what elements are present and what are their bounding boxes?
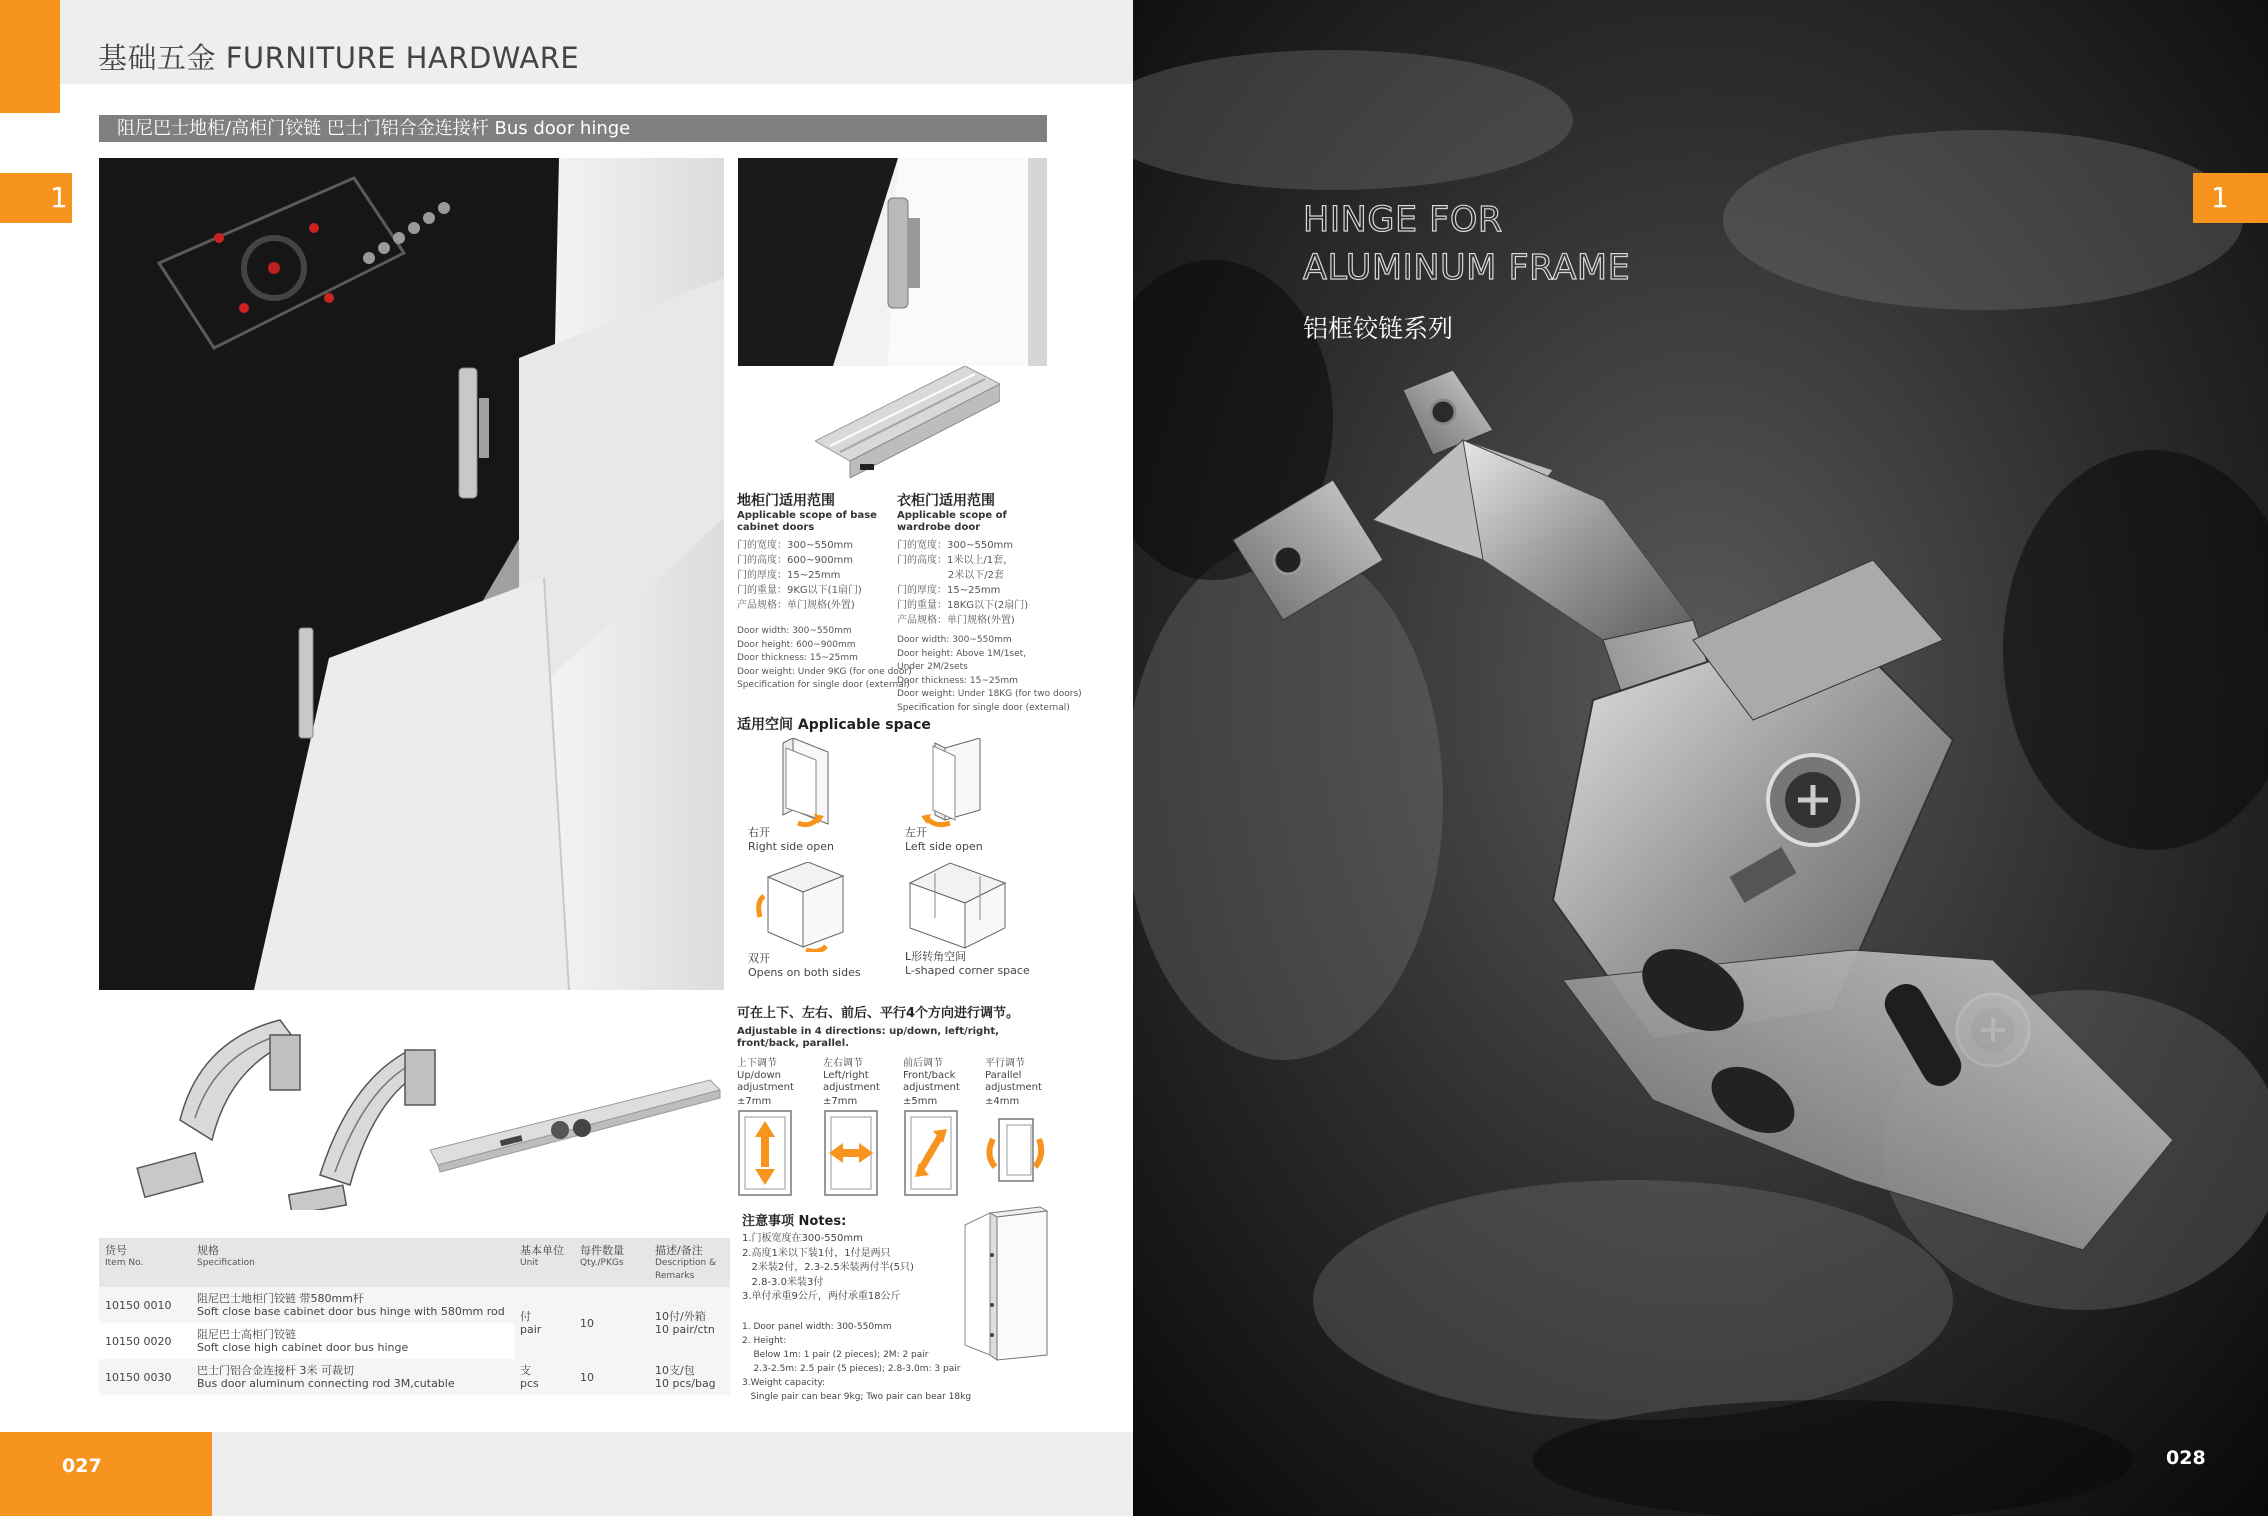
wardrobe-scope-title-en: Applicable scope of wardrobe door: [897, 510, 1007, 533]
cell-spec: [191, 1359, 514, 1395]
adjust-label-en: Front/back adjustment: [903, 1070, 960, 1093]
spec-en: Soft close high cabinet door bus hinge: [197, 1341, 409, 1354]
hero-subtitle: 铝框铰链系列: [1303, 314, 1454, 343]
parallel-arrow-icon: [985, 1109, 1045, 1199]
space-label-en: Right side open: [748, 840, 834, 853]
spec-line-en: Door thickness: 15~25mm: [897, 675, 1018, 686]
left-open-diagram-icon: [905, 738, 995, 828]
space-left-open: [905, 738, 1065, 856]
col-item-no: [99, 1238, 191, 1287]
wardrobe-door-scope: [897, 490, 1082, 715]
spec-cn: 阻尼巴士地柜门铰链 带580mm杆: [197, 1292, 364, 1305]
page-heading: 基础五金 FURNITURE HARDWARE: [98, 41, 580, 75]
spec-line-en: Door height: 600~900mm: [737, 639, 856, 650]
adjust-label-en: Up/down adjustment: [737, 1070, 794, 1093]
note-line-en: Below 1m: 1 pair (2 pieces); 2M: 2 pair: [742, 1350, 929, 1360]
note-line-en: 1. Door panel width: 300-550mm: [742, 1322, 892, 1332]
adjust-label-cn: 左右调节: [823, 1058, 863, 1069]
spec-line: 产品规格：单门规格(外置): [737, 600, 855, 611]
cell-qty: 10: [574, 1287, 649, 1359]
spec-line: 门的高度：600~900mm: [737, 555, 854, 566]
remark-cn: 10支/包: [655, 1364, 695, 1377]
header-cn: 描述/备注: [655, 1244, 703, 1257]
adjust-value: ±5mm: [903, 1096, 938, 1107]
cell-item-no: 10150 0010: [99, 1287, 191, 1323]
remark-cn: 10付/外箱: [655, 1310, 706, 1323]
space-l-shaped-corner: [905, 858, 1065, 976]
base-cabinet-scope: [737, 490, 912, 693]
table-row: [99, 1359, 730, 1395]
header-en: Specification: [197, 1258, 255, 1268]
table-header-row: [99, 1238, 730, 1287]
spec-cn: 巴士门铝合金连接杆 3米 可裁切: [197, 1364, 354, 1377]
page-number-left: 027: [0, 1432, 212, 1516]
col-unit: [514, 1238, 574, 1287]
page-number-right: 028: [2166, 1447, 2206, 1469]
space-label-cn: 左开: [905, 826, 927, 839]
note-line-en: Single pair can bear 9kg; Two pair can bear 18kg: [742, 1392, 972, 1402]
base-scope-title-en: Applicable scope of base cabinet doors: [737, 510, 877, 533]
product-title-bar: 阻尼巴士地柜/高柜门铰链 巴士门铝合金连接杆 Bus door hinge: [99, 115, 1047, 142]
adjust-up-down: [737, 1058, 817, 1203]
adjust-value: ±7mm: [737, 1096, 772, 1107]
adjust-value: ±4mm: [985, 1096, 1020, 1107]
wardrobe-scope-title-cn: 衣柜门适用范围: [897, 493, 995, 509]
spec-line: 门的重量：18KG以下(2扇门): [897, 600, 1029, 611]
cell-qty: 10: [574, 1359, 649, 1395]
adjust-parallel: [985, 1058, 1065, 1203]
adjust-label-en: Left/right adjustment: [823, 1070, 880, 1093]
adjust-label-cn: 上下调节: [737, 1058, 777, 1069]
space-label-en: Left side open: [905, 840, 983, 853]
unit-cn: 付: [520, 1310, 531, 1323]
space-right-open: [748, 738, 908, 856]
kitchen-cabinet-photo: [99, 158, 724, 990]
note-line-en: 3.Weight capacity:: [742, 1378, 826, 1388]
adjust-label-cn: 平行调节: [985, 1058, 1025, 1069]
notes-title: 注意事项 Notes:: [742, 1214, 847, 1229]
spec-line: 产品规格：单门规格(外置): [897, 615, 1015, 626]
remark-en: 10 pcs/bag: [655, 1377, 716, 1390]
l-corner-diagram-icon: [905, 858, 1015, 952]
notes-cn-list: [742, 1232, 914, 1305]
header-en: Unit: [520, 1258, 539, 1268]
unit-en: pcs: [520, 1377, 539, 1390]
hero-title-line1: HINGE FOR: [1303, 200, 1503, 240]
spec-line-en: Door width: 300~550mm: [737, 626, 852, 636]
space-both-sides: [748, 862, 908, 980]
spec-line-en: Specification for single door (external): [897, 702, 1070, 713]
header-en: Description & Remarks: [655, 1258, 717, 1281]
spec-line: 门的厚度：15~25mm: [737, 570, 841, 581]
spec-en: Soft close base cabinet door bus hinge with 580mm rod: [197, 1305, 505, 1318]
aluminum-rail-photo: [815, 366, 1000, 478]
cabinet-sketch-icon: [955, 1205, 1055, 1365]
spec-line-en: Door height: Above 1M/1set,: [897, 648, 1027, 659]
adjust-front-back: [903, 1058, 983, 1203]
spec-line-en: Door thickness: 15~25mm: [737, 653, 858, 663]
remark-en: 10 pair/ctn: [655, 1323, 715, 1336]
spec-line: 门的高度：1米以上/1套，: [897, 555, 1014, 566]
adjustment-title-en: Adjustable in 4 directions: up/down, left/right, front/back, parallel.: [737, 1026, 999, 1049]
hinge-detail-photo: [738, 158, 1047, 366]
cell-spec: [191, 1287, 514, 1323]
spec-line: 门的宽度：300~550mm: [897, 540, 1014, 551]
note-line: 2.高度1米以下装1付，1付是两只: [742, 1247, 891, 1259]
cell-unit: [514, 1287, 574, 1359]
spec-line: 门的厚度：15~25mm: [897, 585, 1001, 596]
header-en: Qty./PKGs: [580, 1258, 624, 1268]
left-page: [0, 0, 1133, 1516]
spec-line-en: Under 2M/2sets: [897, 662, 968, 672]
spec-cn: 阻尼巴士高柜门铰链: [197, 1328, 296, 1341]
spec-line: 门的宽度：300~550mm: [737, 540, 854, 551]
spec-line-en: Specification for single door (external): [737, 680, 910, 690]
both-sides-diagram-icon: [748, 862, 848, 952]
notes-en-list: [742, 1320, 971, 1404]
applicable-space-title: 适用空间 Applicable space: [737, 717, 931, 733]
product-spec-table: [99, 1238, 730, 1395]
adjust-label-en: Parallel adjustment: [985, 1070, 1042, 1093]
corner-tab: [0, 0, 60, 113]
spec-line-en: Door weight: Under 9KG (for one door): [737, 666, 912, 677]
header-en: Item No.: [105, 1258, 144, 1268]
col-remarks: [649, 1238, 730, 1287]
space-label-en: Opens on both sides: [748, 966, 861, 979]
spec-line-en: Door width: 300~550mm: [897, 635, 1012, 645]
space-label-en: L-shaped corner space: [905, 964, 1030, 977]
col-qty: [574, 1238, 649, 1287]
cabinet-sketch: [955, 1205, 1055, 1369]
cell-item-no: 10150 0020: [105, 1334, 172, 1348]
note-line: 3.单付承重9公斤，两付承重18公斤: [742, 1291, 901, 1302]
right-open-diagram-icon: [748, 738, 838, 828]
adjust-label-cn: 前后调节: [903, 1058, 943, 1069]
col-specification: [191, 1238, 514, 1287]
cell-unit: [514, 1359, 574, 1395]
space-label-cn: 右开: [748, 826, 770, 839]
adjust-left-right: [823, 1058, 903, 1203]
cell-spec: [191, 1323, 514, 1359]
right-page: [1133, 0, 2268, 1516]
cell-remark: [649, 1359, 730, 1395]
header-cn: 每件数量: [580, 1244, 624, 1257]
spec-line: 门的重量：9KG以下(1扇门): [737, 585, 862, 596]
cell-remark: [649, 1287, 730, 1359]
spec-en: Bus door aluminum connecting rod 3M,cutable: [197, 1377, 455, 1390]
adjustment-title-cn: 可在上下、左右、前后、平行4个方向进行调节。: [737, 1006, 1020, 1021]
unit-en: pair: [520, 1323, 542, 1336]
table-row: [99, 1287, 730, 1323]
spec-line-en: Door weight: Under 18KG (for two doors): [897, 689, 1082, 699]
front-back-arrow-icon: [903, 1109, 963, 1199]
header-cn: 货号: [105, 1244, 127, 1257]
note-line: 1.门板宽度在300-550mm: [742, 1233, 863, 1244]
cell-item-no: 10150 0030: [99, 1359, 191, 1395]
left-right-arrow-icon: [823, 1109, 883, 1199]
section-number-tab-right: 1: [2193, 173, 2268, 223]
unit-cn: 支: [520, 1364, 531, 1377]
hero-title-line2: ALUMINUM FRAME: [1303, 248, 1631, 288]
note-line: 2.8-3.0米装3付: [742, 1276, 824, 1288]
spec-line: 2米以下/2套: [897, 570, 1004, 581]
hinge-product-photo: [120, 1010, 725, 1210]
header-cn: 基本单位: [520, 1244, 564, 1257]
space-label-cn: L形转角空间: [905, 950, 967, 963]
base-scope-title-cn: 地柜门适用范围: [737, 493, 835, 509]
note-line: 2米装2付，2.3-2.5米装两付半(5只): [742, 1262, 914, 1273]
up-down-arrow-icon: [737, 1109, 797, 1199]
section-number-tab: 1: [0, 173, 72, 223]
header-cn: 规格: [197, 1244, 219, 1257]
space-label-cn: 双开: [748, 952, 770, 965]
note-line-en: 2.3-2.5m: 2.5 pair (5 pieces); 2.8-3.0m: 3 pair: [742, 1364, 961, 1374]
adjust-value: ±7mm: [823, 1096, 858, 1107]
note-line-en: 2. Height:: [742, 1336, 787, 1346]
